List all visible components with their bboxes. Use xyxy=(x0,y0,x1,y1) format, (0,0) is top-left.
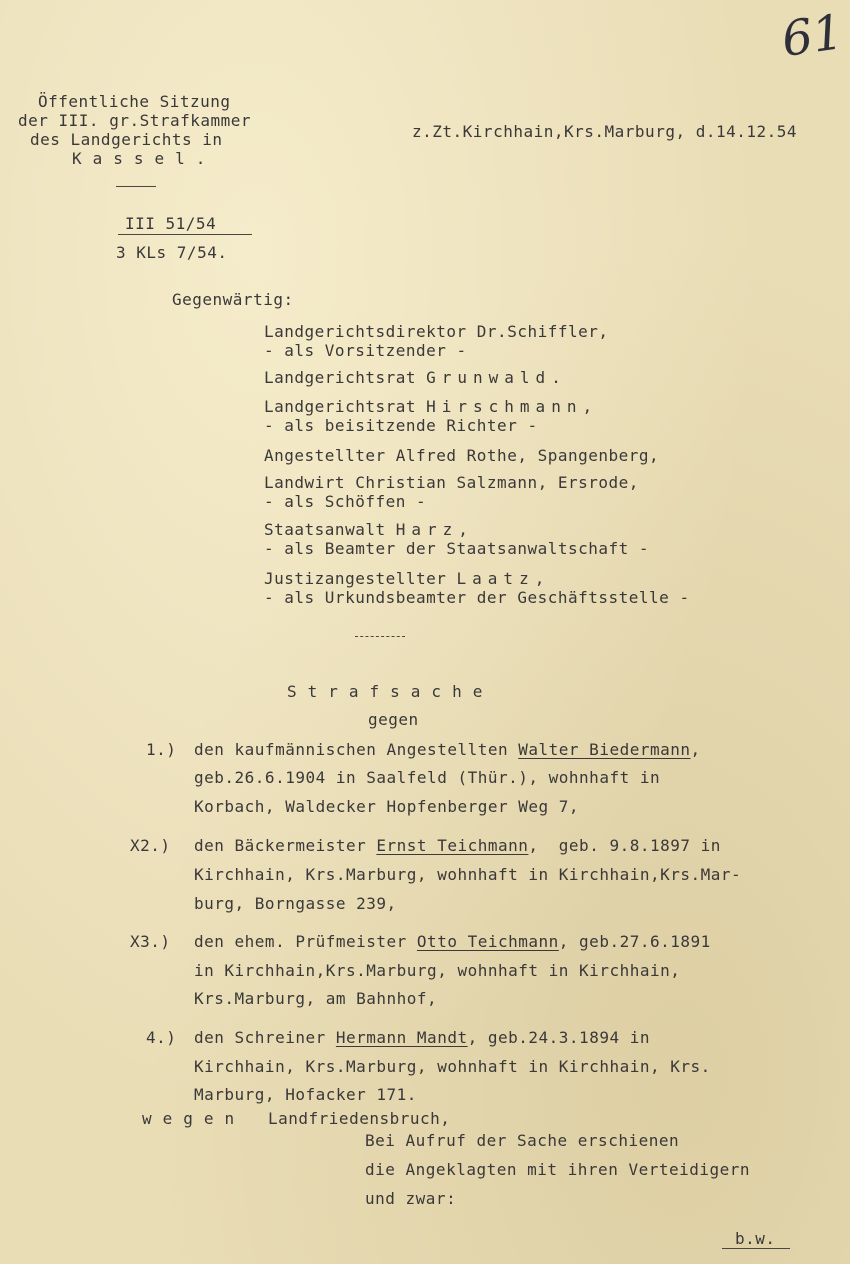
present-line: - als Schöffen - xyxy=(264,492,427,511)
defendant-line-1: den Bäckermeister Ernst Teichmann, geb. 9.8.1897 in xyxy=(194,836,721,855)
defendant-number: X2.) xyxy=(130,836,171,855)
defendant-name: Walter Biedermann xyxy=(518,740,691,759)
defendant-number: 4.) xyxy=(146,1028,177,1047)
file-number-2: 3 KLs 7/54. xyxy=(116,243,228,262)
defendant-line-3: Korbach, Waldecker Hopfenberger Weg 7, xyxy=(194,797,580,816)
present-label: Gegenwärtig: xyxy=(172,290,294,309)
present-line: Staatsanwalt Harz, xyxy=(264,520,469,539)
defendant-line-3: Krs.Marburg, am Bahnhof, xyxy=(194,989,438,1008)
defendant-line-1: den kaufmännischen Angestellten Walter Biedermann, xyxy=(194,740,701,759)
present-line: - als beisitzende Richter - xyxy=(264,416,538,435)
court-header-line-1: Öffentliche Sitzung xyxy=(38,92,231,111)
file-number-1: III 51/54 xyxy=(125,214,217,233)
present-line: - als Urkundsbeamter der Geschäftsstelle - xyxy=(264,588,690,607)
defendant-line-2: Kirchhain, Krs.Marburg, wohnhaft in Kirchhain,Krs.Mar- xyxy=(194,865,742,884)
pencil-page-number: 61 xyxy=(778,4,847,68)
defendant-name: Otto Teichmann xyxy=(416,932,559,951)
present-line: Landwirt Christian Salzmann, Ersrode, xyxy=(264,473,639,492)
court-header-line-4: Kassel. xyxy=(72,149,217,168)
defendant-line-2: geb.26.6.1904 in Saalfeld (Thür.), wohnhaft in xyxy=(194,768,661,787)
defendant-line-1: den Schreiner Hermann Mandt, geb.24.3.1894 in xyxy=(194,1028,650,1047)
defendant-line-3: burg, Borngasse 239, xyxy=(194,894,397,913)
section-divider xyxy=(355,636,405,637)
present-line: - als Beamter der Staatsanwaltschaft - xyxy=(264,539,650,558)
header-divider xyxy=(116,186,156,187)
present-line: Angestellter Alfred Rothe, Spangenberg, xyxy=(264,446,660,465)
defendant-line-3: Marburg, Hofacker 171. xyxy=(194,1085,417,1104)
closing-line: und zwar: xyxy=(365,1189,457,1208)
against-label: gegen xyxy=(368,710,419,729)
present-line: Landgerichtsrat Grunwald. xyxy=(264,368,562,387)
defendant-line-2: Kirchhain, Krs.Marburg, wohnhaft in Kirchhain, Krs. xyxy=(194,1057,711,1076)
present-line: - als Vorsitzender - xyxy=(264,341,467,360)
place-date: z.Zt.Kirchhain,Krs.Marburg, d.14.12.54 xyxy=(412,122,798,141)
court-header-line-2: der III. gr.Strafkammer xyxy=(18,111,252,130)
closing-line: Bei Aufruf der Sache erschienen xyxy=(365,1131,680,1150)
charge-label: wegen xyxy=(142,1109,246,1128)
case-title: Strafsache xyxy=(287,682,494,701)
defendant-number: 1.) xyxy=(146,740,177,759)
defendant-name: Hermann Mandt xyxy=(335,1028,468,1047)
defendant-name: Ernst Teichmann xyxy=(376,836,529,855)
defendant-line-2: in Kirchhain,Krs.Marburg, wohnhaft in Kirchhain, xyxy=(194,961,681,980)
closing-line: die Angeklagten mit ihren Verteidigern xyxy=(365,1160,751,1179)
defendant-line-1: den ehem. Prüfmeister Otto Teichmann, geb.27.6.1891 xyxy=(194,932,711,951)
charge: Landfriedensbruch, xyxy=(268,1109,451,1128)
present-line: Justizangestellter Laatz, xyxy=(264,569,545,588)
turn-page-note: b.w. xyxy=(735,1229,776,1248)
turn-page-underline xyxy=(722,1248,790,1249)
present-line: Landgerichtsrat Hirschmann, xyxy=(264,397,593,416)
file-number-underline xyxy=(118,234,252,235)
defendant-number: X3.) xyxy=(130,932,171,951)
court-header-line-3: des Landgerichts in xyxy=(30,130,223,149)
present-line: Landgerichtsdirektor Dr.Schiffler, xyxy=(264,322,609,341)
